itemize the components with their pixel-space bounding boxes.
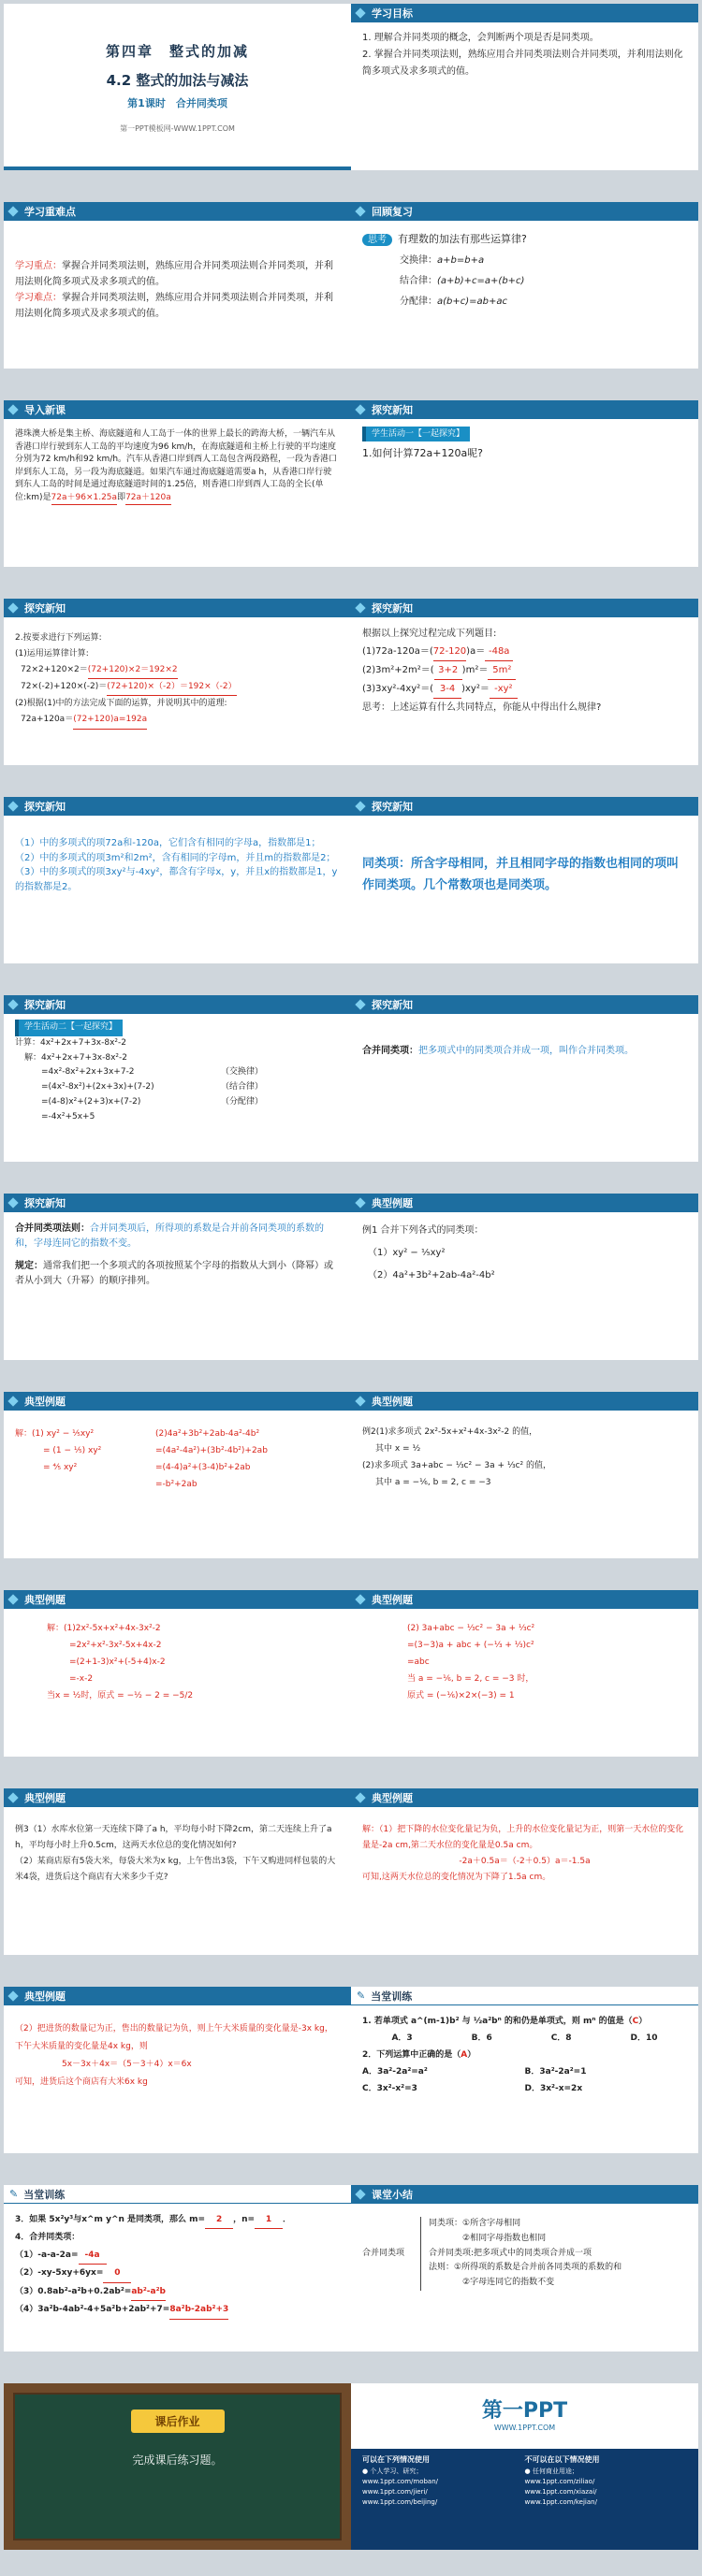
diamond-icon bbox=[355, 404, 365, 414]
think-text: 思考：上述运算有什么共同特点，你能从中得出什么规律? bbox=[362, 702, 602, 713]
slide-header: 典型例题 bbox=[4, 1987, 351, 2005]
slide-example-1-solution: 典型例题 解：(1) xy² − ⅕xy² = (1 − ⅕) xy² = ⅘ xy² (2)4a²+3b²+2ab-4a²-4b² =(4a²-4a²)+(3b²-4b²)+2ab =(4-4)a²+(3-4)b²+2ab =-b²+2ab bbox=[4, 1392, 351, 1558]
slide-explore-5 bbox=[351, 797, 698, 963]
slide-practice-1: ✎ 当堂训练 1. 若单项式 a^(m-1)b² 与 ½a²bⁿ 的和仍是单项式，则 mⁿ 的值是（C） A．3 B．6 C．8 D．10 2．下列运算中正确的是（A） A．3a²-2a²=a² B．3a²-2a²=1 C．3x²-x²=3 D．3x²-x=2x bbox=[351, 1987, 698, 2153]
link[interactable]: www.1ppt.com/jieri/ bbox=[362, 2488, 428, 2496]
slide-header: 典型例题 bbox=[4, 1392, 351, 1411]
slide-header: 探究新知 bbox=[351, 400, 698, 419]
slide-header: 典型例题 bbox=[351, 1590, 698, 1609]
slide-intro: 导入新课 港珠澳大桥是集主桥、海底隧道和人工岛于一体的世界上最长的跨海大桥，一辆汽车从香港口岸行驶到东人工岛的平均速度为96 km/h，在海底隧道和主桥上行驶的平均速度分别为72 km/h和92 km/h。汽车从香港口岸到西人工岛包含两段路程，一段为香港口岸到东人工岛，另一段为海底隧道。如果汽车通过海底隧道需要a h，从香港口岸行驶到东人工岛的时间是通过海底隧道时间的1.25倍，则香港口岸到西人工岛的全长(单位:km)是72a＋96×1.25a即72a＋120a bbox=[4, 400, 351, 567]
slide-example-1: 典型例题 例1 合并下列各式的同类项： （1）xy² − ⅕xy² （2）4a²+3b²+2ab-4a²-4b² bbox=[351, 1194, 698, 1360]
slide-header: 学习重难点 bbox=[4, 202, 351, 221]
slide-header: 典型例题 bbox=[351, 1392, 698, 1411]
slide-header: 课堂小结 bbox=[351, 2185, 698, 2204]
pencil-icon: ✎ bbox=[9, 2188, 19, 2200]
slide-explore-6: 探究新知 学生活动二【一起探究】 计算：4x²+2x+7+3x-8x²-2 解：4x²+2x+7+3x-8x²-2 =4x²-8x²+2x+3x+7-2 （交换律） =(4x²-8x²)+(2x+3x)+(7-2) （结合律） =(4-8)x²+(2+3)x+(7-2) （分配律） =-4x²+5x+5 bbox=[4, 995, 351, 1162]
slide-keypoints bbox=[4, 202, 351, 369]
site-label: 第一PPT模板网-WWW.1PPT.COM bbox=[120, 124, 235, 133]
diamond-icon bbox=[7, 1594, 18, 1604]
slide-example-2-solution-1: 典型例题 解：(1)2x²-5x+x²+4x-3x²-2 =2x²+x²-3x²-5x+4x-2 =(2+1-3)x²+(-5+4)x-2 =-x-2 当x = ½时，原式 = −½ − 2 = −5/2 bbox=[4, 1590, 351, 1757]
slide-explore-4: 探究新知 （1）中的多项式的项72a和-120a，它们含有相同的字母a，指数都是1； （2）中的多项式的项3m²和2m²，含有相同的字母m，并且m的指数都是2； （3）中的多项式的项3xy²与-4xy²，都含有字母x，y，并且x的指数都是1，y的指数都是2。 bbox=[4, 797, 351, 963]
section-title: 4.2 整式的加法与减法 bbox=[106, 72, 249, 89]
link[interactable]: www.1ppt.com/beijing/ bbox=[362, 2498, 438, 2507]
homework-text: 完成课后练习题。 bbox=[132, 2453, 223, 2467]
slide-example-3: 典型例题 例3（1）水库水位第一天连续下降了a h，平均每小时下降2cm，第二天连续上升了a h，平均每小时上升0.5cm，这两天水位总的变化情况如何? （2）某商店原有5袋大米，每袋大米为x kg，上午售出3袋，下午又购进同样包装的大米4袋，进货后这个商店有大米多少千克? bbox=[4, 1788, 351, 1955]
pencil-icon: ✎ bbox=[357, 1990, 366, 2002]
diamond-icon bbox=[7, 999, 18, 1009]
slide-header: 探究新知 bbox=[4, 1194, 351, 1212]
slide-example-2: 典型例题 例2(1)求多项式 2x²-5x+x²+4x-3x²-2 的值， 其中 x = ½ (2)求多项式 3a+abc − ⅓c² − 3a + ⅓c² 的值， 其中 a = −⅙, b = 2, c = −3 bbox=[351, 1392, 698, 1558]
slide-header: 探究新知 bbox=[4, 599, 351, 617]
diamond-icon bbox=[355, 999, 365, 1009]
homework-sign: 课后作业 bbox=[131, 2410, 225, 2433]
diamond-icon bbox=[7, 206, 18, 216]
question: 1.如何计算72a+120a呢? bbox=[362, 447, 484, 460]
slide-explore-2: 探究新知 2.按要求进行下列运算: (1)运用运算律计算: 72×2+120×2＝(72+120)×2＝192×2 72×(-2)+120×(-2)＝(72+120)×（-2）＝192×（-2） (2)根据(1)中的方法完成下面的运算，并说明其中的道理: 72a+120a＝(72+120)a=192a bbox=[4, 599, 351, 765]
slide-title bbox=[4, 4, 351, 170]
activity-tag: 学生活动二【一起探究】 bbox=[15, 1020, 123, 1036]
link[interactable]: www.1ppt.com/ziliao/ bbox=[524, 2477, 595, 2485]
diamond-icon bbox=[355, 1594, 365, 1604]
chapter-title: 第四章 整式的加减 bbox=[105, 43, 249, 60]
diamond-icon bbox=[355, 1396, 365, 1406]
difficult-point: 学习难点：掌握合并同类项法则，熟练应用合并同类项法则合并同类项，并利用法则化简多项式及求多项式的值。 bbox=[15, 293, 333, 319]
diamond-icon bbox=[355, 1792, 365, 1802]
goal-item: 2. 掌握合并同类项法则，熟练应用合并同类项法则合并同类项，并利用法则化简多项式及求多项式的值。 bbox=[362, 50, 683, 77]
slide-goals bbox=[351, 4, 698, 170]
slide-homework bbox=[4, 2383, 351, 2550]
slide-header: ✎ 当堂训练 bbox=[351, 1987, 698, 2005]
diamond-icon bbox=[355, 7, 365, 18]
intro-paragraph: 港珠澳大桥是集主桥、海底隧道和人工岛于一体的世界上最长的跨海大桥，一辆汽车从香港口岸行驶到东人工岛的平均速度为96 km/h，在海底隧道和主桥上行驶的平均速度分别为72 km/h和92 km/h。汽车从香港口岸到西人工岛包含两段路程，一段为香港口岸到东人工岛，另一段为海底隧道。如果汽车通过海底隧道需要a h，从香港口岸行驶到东人工岛的时间是通过海底隧道时间的1.25倍，则香港口岸到西人工岛的全长(单位:km)是 bbox=[15, 429, 338, 502]
diamond-icon bbox=[7, 1990, 18, 2001]
slide-header: 探究新知 bbox=[351, 599, 698, 617]
slide-ending: 第一PPT WWW.1PPT.COM 可以在下列情况使用 ● 个人学习、研究； www.1ppt.com/moban/ www.1ppt.com/jieri/ www.1ppt.com/beijing/ 不可以在以下情况使用 ● 任何商业用途； www.1ppt.com/ziliao/ www.1ppt.com/xiazai/ www.1ppt.com/kejian/ bbox=[351, 2383, 698, 2550]
goal-item: 1. 理解合并同类项的概念，会判断两个项是否是同类项。 bbox=[362, 33, 599, 43]
brand-logo: 第一PPT bbox=[481, 2399, 568, 2423]
link[interactable]: www.1ppt.com/xiazai/ bbox=[524, 2488, 597, 2496]
diamond-icon bbox=[7, 1197, 18, 1208]
slide-header: 典型例题 bbox=[351, 1788, 698, 1807]
slide-example-3-solution-2: 典型例题 （2）把进货的数量记为正，售出的数量记为负，则上午大米质量的变化量是-3x kg，下午大米质量的变化量是4x kg，则 5x－3x＋4x＝（5－3＋4）x＝6x 可知，进货后这个商店有大米6x kg bbox=[4, 1987, 351, 2153]
slide-header: 探究新知 bbox=[4, 797, 351, 816]
slide-header: 学习目标 bbox=[351, 4, 698, 22]
slide-header: ✎ 当堂训练 bbox=[4, 2185, 351, 2204]
diamond-icon bbox=[7, 1396, 18, 1406]
brand-url: WWW.1PPT.COM bbox=[493, 2424, 556, 2432]
diamond-icon bbox=[7, 602, 18, 613]
slide-explore-3: 探究新知 根据以上探究过程完成下列题目: (1)72a-120a＝(72-120)a＝ -48a (2)3m²+2m²＝( 3+2 )m²＝ 5m² (3)3xy²-4xy²＝( 3-4 )xy²＝ -xy² 思考：上述运算有什么共同特点，你能从中得出什么规律? bbox=[351, 599, 698, 765]
think-badge: 思考 bbox=[362, 234, 392, 246]
slide-summary: 课堂小结 合并同类项 同类项：①所含字母相同 ②相同字母指数也相同 合并同类项:把多项式中的同类项合并成一项 法则：①所得项的系数是合并前各同类项的系数的和 ②字母连同它的指数不变 bbox=[351, 2185, 698, 2352]
slide-header: 探究新知 bbox=[351, 797, 698, 816]
diamond-icon bbox=[355, 2189, 365, 2199]
slide-header: 回顾复习 bbox=[351, 202, 698, 221]
slide-example-3-solution-1: 典型例题 解：（1）把下降的水位变化量记为负，上升的水位变化量记为正，则第一天水位的变化量是-2a cm,第二天水位的变化量是0.5a cm。 -2a＋0.5a＝（-2＋0.5）a＝-1.5a 可知,这两天水位总的变化情况为下降了1.5a cm。 bbox=[351, 1788, 698, 1955]
slide-review: 回顾复习 思考 有理数的加法有那些运算律? 交换律：a+b=b+a 结合律：(a+b)+c=a+(b+c) 分配律：a(b+c)=ab+ac bbox=[351, 202, 698, 369]
slide-example-2-solution-2: 典型例题 (2) 3a+abc − ⅓c² − 3a + ⅓c² =(3−3)a + abc + (−⅓ + ⅓)c² =abc 当 a = −⅙, b = 2, c = −3 时， 原式 = (−⅙)×2×(−3) = 1 bbox=[351, 1590, 698, 1757]
slide-header: 导入新课 bbox=[4, 400, 351, 419]
diamond-icon bbox=[355, 1197, 365, 1208]
slide-header: 典型例题 bbox=[4, 1788, 351, 1807]
key-point: 学习重点：掌握合并同类项法则，熟练应用合并同类项法则合并同类项，并利用法则化简多项式及求多项式的值。 bbox=[15, 261, 333, 287]
slide-header: 探究新知 bbox=[351, 995, 698, 1014]
slide-header: 探究新知 bbox=[4, 995, 351, 1014]
diamond-icon bbox=[355, 602, 365, 613]
slide-header: 典型例题 bbox=[4, 1590, 351, 1609]
lesson-title: 第1课时 合并同类项 bbox=[127, 97, 227, 109]
summary-root: 合并同类项 bbox=[362, 2249, 405, 2259]
diamond-icon bbox=[7, 404, 18, 414]
slide-explore-7: 探究新知 合并同类项：把多项式中的同类项合并成一项，叫作合并同类项。 bbox=[351, 995, 698, 1162]
slide-explore-8: 探究新知 合并同类项法则：合并同类项后，所得项的系数是合并前各同类项的系数的和，字母连同它的指数不变。 规定：通常我们把一个多项式的各项按照某个字母的指数从大到小（降幂）或者从小到大（升幂）的顺序排列。 bbox=[4, 1194, 351, 1360]
diamond-icon bbox=[355, 801, 365, 811]
link[interactable]: www.1ppt.com/moban/ bbox=[362, 2477, 439, 2485]
definition: 同类项：所含字母相同，并且相同字母的指数也相同的项叫作同类项。几个常数项也是同类项。 bbox=[362, 857, 680, 893]
activity-tag: 学生活动一【一起探究】 bbox=[362, 427, 470, 441]
slide-practice-2: ✎ 当堂训练 3．如果 5x²y³与x^m y^n 是同类项，那么 m= 2 ，n= 1 ． 4．合并同类项： （1）-a-a-2a= -4a （2）-xy-5xy+6yx= 0 （3）0.8ab²-a²b+0.2ab²=ab²-a²b （4）3a²b-4ab²-4+5a²b+2ab²+7=8a²b-2ab²+3 bbox=[4, 2185, 351, 2352]
diamond-icon bbox=[7, 1792, 18, 1802]
slide-header: 典型例题 bbox=[351, 1194, 698, 1212]
slide-explore-1 bbox=[351, 400, 698, 567]
diamond-icon bbox=[7, 801, 18, 811]
diamond-icon bbox=[355, 206, 365, 216]
link[interactable]: www.1ppt.com/kejian/ bbox=[524, 2498, 597, 2507]
